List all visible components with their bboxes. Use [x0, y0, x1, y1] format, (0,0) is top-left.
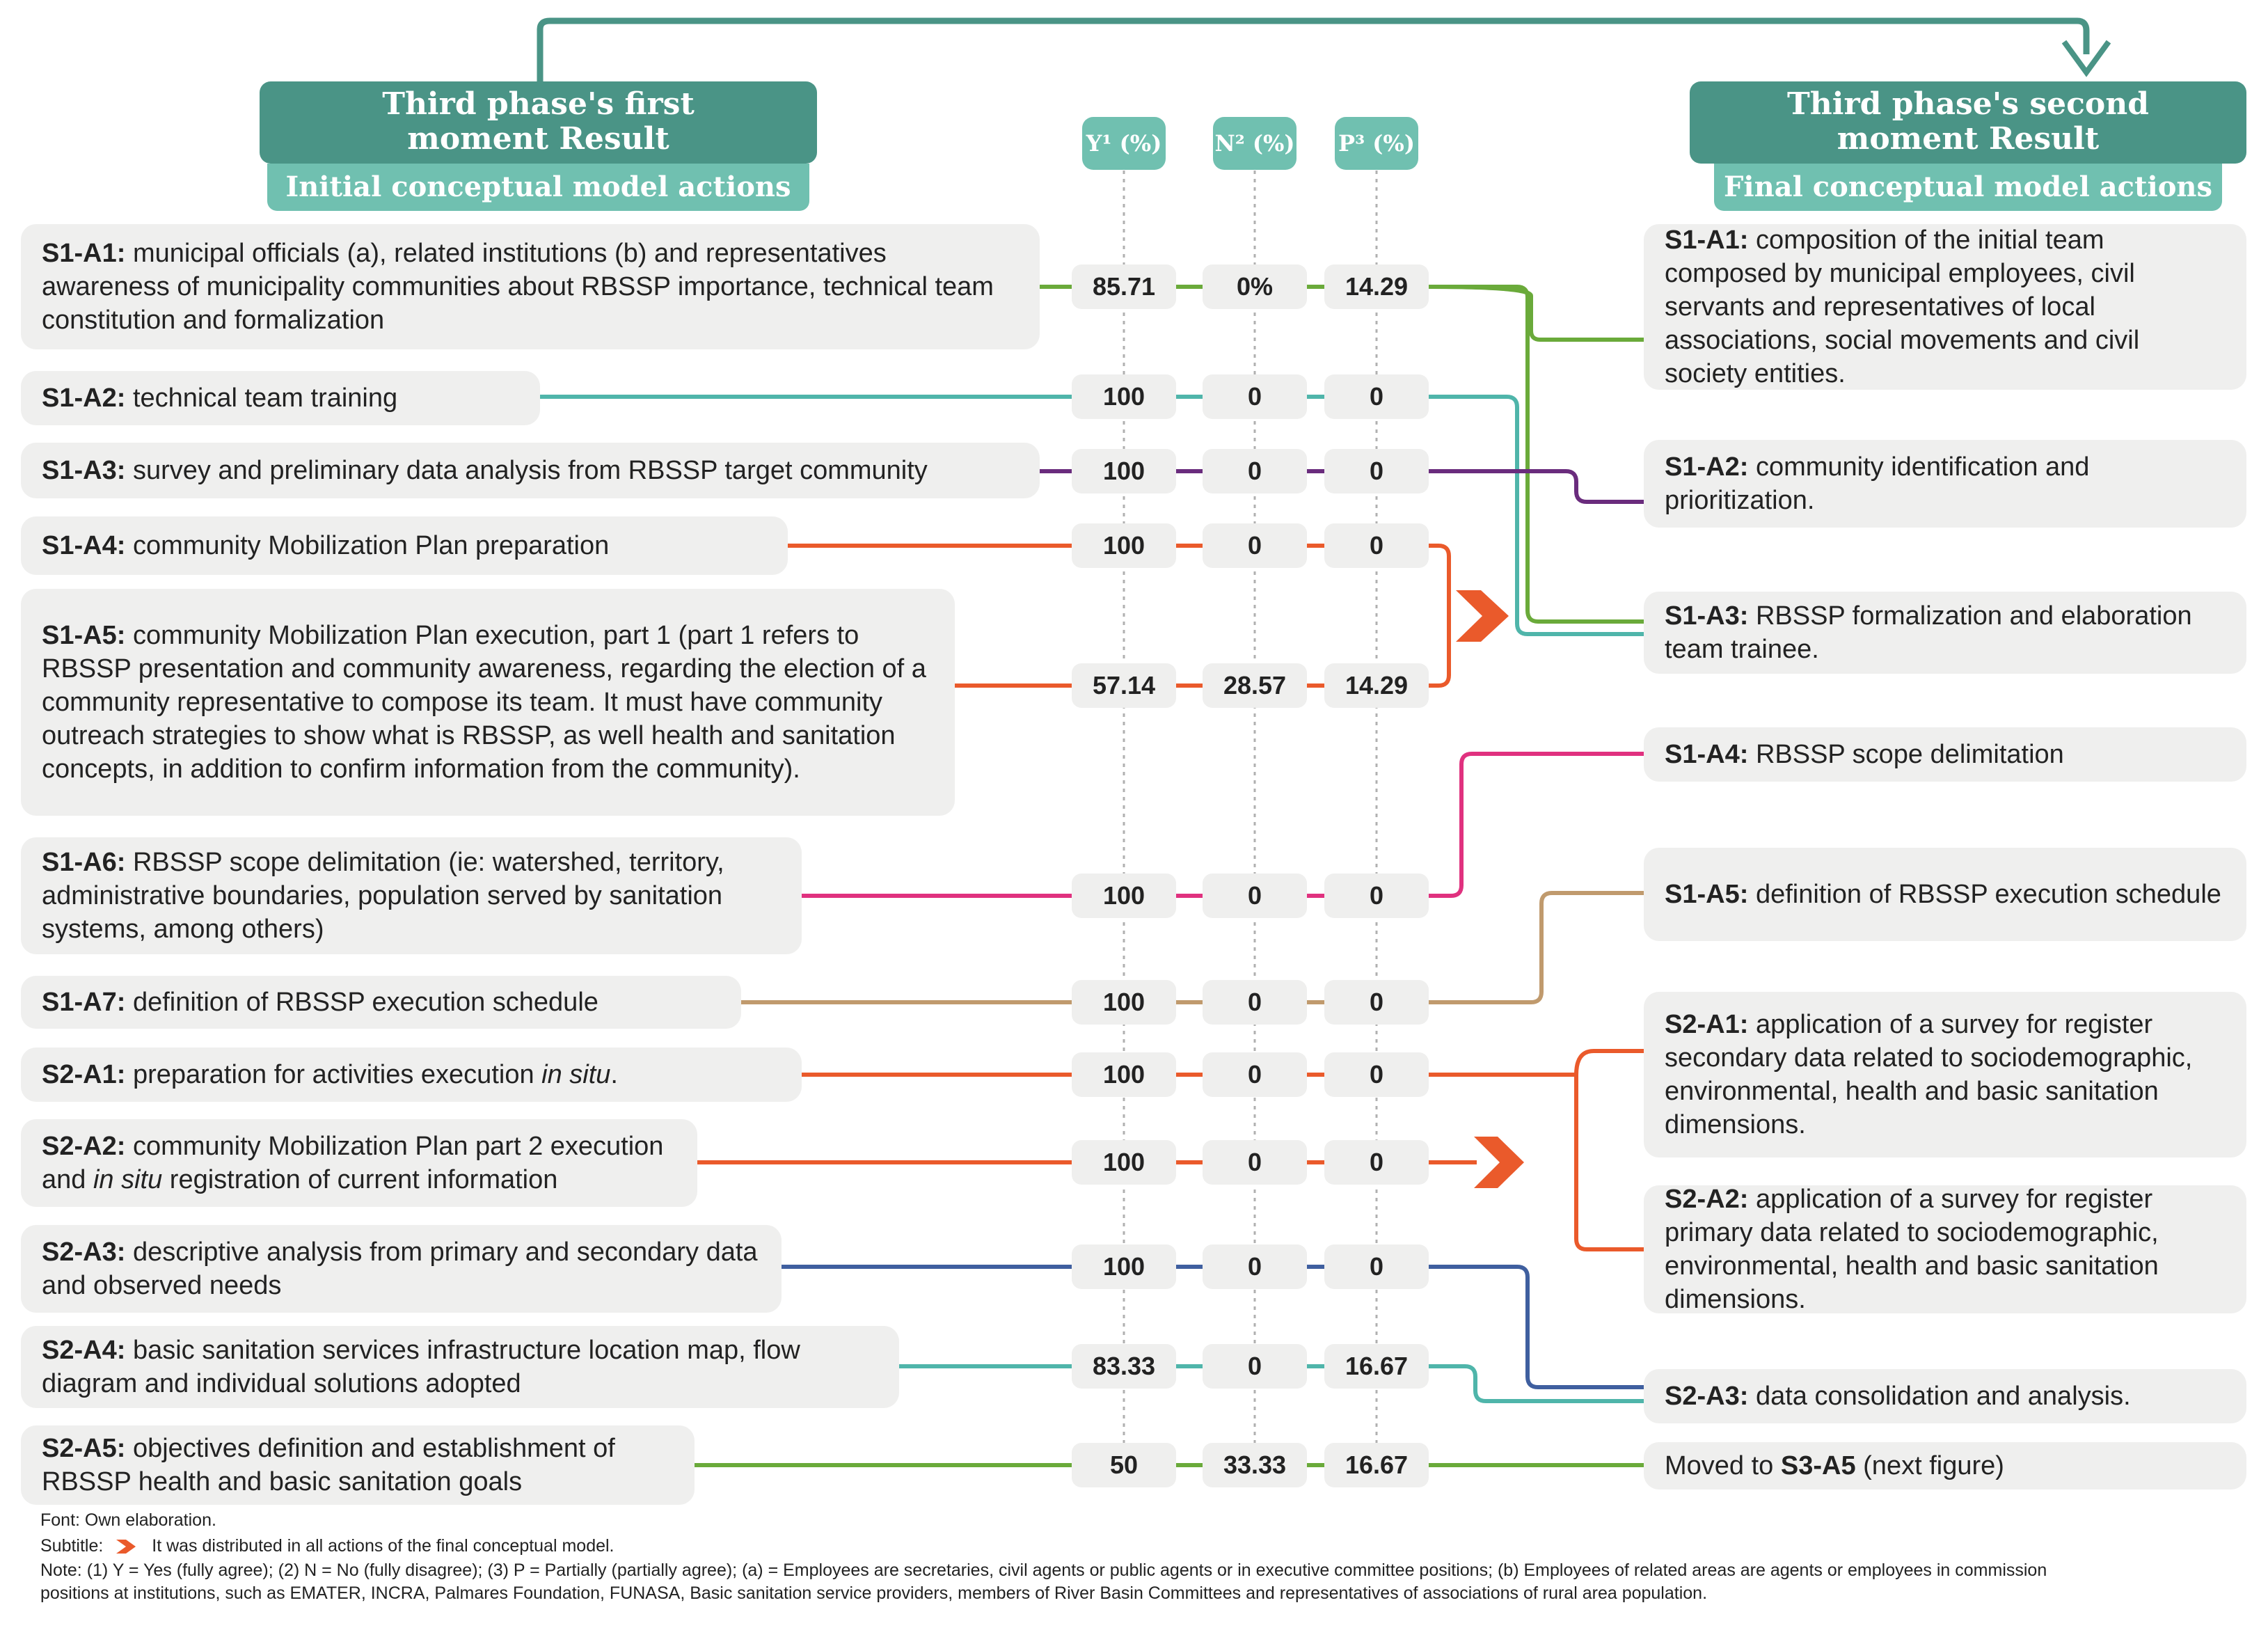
action-code: S1-A3: [1665, 601, 1749, 631]
initial-action-text [42, 619, 934, 786]
header-left-line1: Third phase's first [382, 86, 695, 122]
action-text: RBSSP formalization and elaboration team trainee. [1665, 601, 2192, 664]
final-action-text [1665, 738, 2064, 771]
action-text: application of a survey for register primary data related to sociodemographic, environmental, health and basic sanitation dimensions. [1665, 1185, 2159, 1314]
final-action-text [1665, 450, 2226, 517]
header-left-title [260, 81, 817, 164]
action-code: S1-A7: [42, 988, 126, 1017]
header-right-line1: Third phase's second [1787, 86, 2149, 122]
value-p-7: 0 [1324, 980, 1429, 1025]
action-code: S1-A3: [42, 456, 126, 485]
action-code: S2-A5: [42, 1434, 126, 1463]
value-y-12: 50 [1072, 1443, 1176, 1487]
header-right-subtitle: Final conceptual model actions [1714, 164, 2222, 211]
action-text: community Mobilization Plan preparation [132, 531, 610, 560]
action-text: objectives definition and establishment of RBSSP health and basic sanitation goals [42, 1434, 615, 1496]
value-y-9: 100 [1072, 1140, 1176, 1185]
value-n-10: 0 [1203, 1244, 1307, 1289]
initial-action-11 [21, 1326, 899, 1408]
final-action-text [1665, 1183, 2226, 1316]
final-action-7 [1644, 1185, 2246, 1313]
action-code: S2-A1: [42, 1060, 126, 1089]
initial-action-1 [21, 224, 1040, 349]
orange-arrow-icon [113, 1538, 141, 1556]
initial-action-7 [21, 976, 741, 1029]
initial-action-text [42, 1130, 676, 1196]
action-code: S1-A5: [42, 621, 126, 650]
action-code: S2-A3: [42, 1238, 126, 1267]
final-action-text [1665, 599, 2226, 666]
value-n-2: 0 [1203, 374, 1307, 419]
value-p-5: 14.29 [1324, 663, 1429, 708]
initial-action-2 [21, 371, 540, 425]
value-y-11: 83.33 [1072, 1344, 1176, 1389]
value-n-7: 0 [1203, 980, 1307, 1025]
action-code: S2-A1: [1665, 1010, 1749, 1039]
action-code: S2-A3: [1665, 1382, 1749, 1411]
initial-action-9 [21, 1119, 697, 1207]
value-y-3: 100 [1072, 449, 1176, 493]
initial-action-text [42, 529, 609, 562]
initial-action-3 [21, 443, 1040, 498]
value-n-9: 0 [1203, 1140, 1307, 1185]
final-action-5 [1644, 848, 2246, 941]
header-right-line2: moment Result [1837, 121, 2100, 157]
initial-action-text [42, 1432, 674, 1499]
action-text: survey and preliminary data analysis from RBSSP target community [132, 456, 928, 485]
action-text-pre: preparation for activities execution [132, 1060, 542, 1089]
value-y-1: 85.71 [1072, 264, 1176, 309]
distribute-arrow-2 [1474, 1137, 1524, 1188]
action-code: S2-A4: [42, 1336, 126, 1365]
note-line-1: Note: (1) Y = Yes (fully agree); (2) N = No (fully disagree); (3) P = Partially (partially agree); (a) = Employees are secretaries, civil agents or public agents or in executive committee positions; (b) Employees of related areas are agents or employees in commission [40, 1560, 2047, 1580]
action-code: S1-A2: [42, 384, 126, 413]
initial-action-8 [21, 1048, 802, 1102]
action-code: S1-A2: [1665, 452, 1749, 482]
value-n-4: 0 [1203, 523, 1307, 568]
initial-action-text [42, 1235, 761, 1302]
value-p-12: 16.67 [1324, 1443, 1429, 1487]
action-text: basic sanitation services infrastructure location map, flow diagram and individual solutions adopted [42, 1336, 800, 1398]
action-code: S1-A1: [42, 239, 126, 268]
initial-action-6 [21, 837, 802, 954]
final-action-4 [1644, 727, 2246, 782]
column-header-p: P³ (%) [1335, 117, 1418, 170]
font-note: Font: Own elaboration. [40, 1510, 216, 1530]
action-text: RBSSP scope delimitation (ie: watershed, territory, administrative boundaries, population served by sanitation systems, among others) [42, 848, 724, 944]
action-code: S2-A2: [42, 1132, 126, 1161]
initial-action-12 [21, 1425, 695, 1505]
subtitle-label: Subtitle: [40, 1536, 104, 1556]
final-action-text [1665, 878, 2221, 911]
subtitle-text: It was distributed in all actions of the final conceptual model. [152, 1536, 614, 1556]
action-text-post: registration of current information [162, 1165, 558, 1194]
action-text: community Mobilization Plan execution, part 1 (part 1 refers to RBSSP presentation and community awareness, regarding the election of a community representative to compose its team. It must have community outreach strategies to show what is RBSSP, as well health and sanitation concepts, in addition to confirm information from the community). [42, 621, 926, 784]
initial-action-text [42, 237, 1019, 337]
action-text: RBSSP scope delimitation [1755, 740, 2064, 769]
action-text-pre: Moved to [1665, 1451, 1781, 1480]
value-n-3: 0 [1203, 449, 1307, 493]
value-y-6: 100 [1072, 874, 1176, 918]
action-text: data consolidation and analysis. [1755, 1382, 2131, 1411]
action-code: S1-A4: [1665, 740, 1749, 769]
value-p-11: 16.67 [1324, 1344, 1429, 1389]
value-y-4: 100 [1072, 523, 1176, 568]
column-header-n: N² (%) [1213, 117, 1296, 170]
initial-action-text [42, 846, 781, 946]
column-header-y: Y¹ (%) [1082, 117, 1166, 170]
value-n-6: 0 [1203, 874, 1307, 918]
action-code: S1-A4: [42, 531, 126, 560]
final-action-6 [1644, 992, 2246, 1157]
action-code: S1-A6: [42, 848, 126, 877]
value-p-1: 14.29 [1324, 264, 1429, 309]
initial-action-text [42, 454, 928, 487]
action-code: S1-A5: [1665, 880, 1749, 909]
final-action-2 [1644, 440, 2246, 528]
header-left-subtitle: Initial conceptual model actions [267, 164, 809, 211]
value-n-12: 33.33 [1203, 1443, 1307, 1487]
value-p-10: 0 [1324, 1244, 1429, 1289]
final-action-text [1665, 1008, 2226, 1141]
initial-action-5 [21, 589, 955, 816]
action-code: S3-A5 [1780, 1451, 1856, 1480]
action-text-post: (next figure) [1855, 1451, 2004, 1480]
action-code: S2-A2: [1665, 1185, 1749, 1214]
header-right-title [1690, 81, 2246, 164]
action-text-pre: community Mobilization Plan part 2 execution and [42, 1132, 664, 1194]
initial-action-4 [21, 516, 788, 575]
value-y-2: 100 [1072, 374, 1176, 419]
action-text: community identification and prioritization. [1665, 452, 2090, 515]
distribute-arrow-1 [1456, 590, 1509, 642]
value-p-2: 0 [1324, 374, 1429, 419]
action-text: municipal officials (a), related institutions (b) and representatives awareness of municipality communities about RBSSP importance, technical team constitution and formalization [42, 239, 994, 335]
action-text-post: . [610, 1060, 618, 1089]
final-action-3 [1644, 592, 2246, 674]
final-action-text [1665, 1449, 2004, 1483]
action-text-italic: in situ [541, 1060, 611, 1089]
action-text-italic: in situ [93, 1165, 163, 1194]
action-text: composition of the initial team composed by municipal employees, civil servants and representatives of local associations, social movements and civil society entities. [1665, 226, 2140, 388]
value-y-10: 100 [1072, 1244, 1176, 1289]
value-y-5: 57.14 [1072, 663, 1176, 708]
value-p-9: 0 [1324, 1140, 1429, 1185]
note-line-2: positions at institutions, such as EMATER, INCRA, Palmares Foundation, FUNASA, Basic sanitation service providers, members of River Basin Committees and representatives of associations of rural area population. [40, 1583, 1708, 1603]
initial-action-text [42, 986, 598, 1019]
action-text: descriptive analysis from primary and secondary data and observed needs [42, 1238, 758, 1300]
initial-action-text [42, 1058, 618, 1091]
header-left-line2: moment Result [407, 121, 669, 157]
initial-action-text [42, 1334, 878, 1400]
final-action-text [1665, 1380, 2131, 1413]
value-n-1: 0% [1203, 264, 1307, 309]
initial-action-text [42, 381, 397, 415]
final-action-text [1665, 223, 2226, 390]
action-code: S1-A1: [1665, 226, 1749, 255]
subtitle-note [40, 1535, 614, 1558]
value-p-3: 0 [1324, 449, 1429, 493]
action-text: technical team training [132, 384, 398, 413]
initial-action-10 [21, 1225, 782, 1313]
value-p-8: 0 [1324, 1052, 1429, 1097]
top-arrow [540, 21, 2086, 82]
action-text: definition of RBSSP execution schedule [1755, 880, 2221, 909]
final-action-9 [1644, 1442, 2246, 1489]
value-n-11: 0 [1203, 1344, 1307, 1389]
value-n-8: 0 [1203, 1052, 1307, 1097]
final-action-8 [1644, 1369, 2246, 1423]
value-p-4: 0 [1324, 523, 1429, 568]
value-n-5: 28.57 [1203, 663, 1307, 708]
value-p-6: 0 [1324, 874, 1429, 918]
action-text: definition of RBSSP execution schedule [132, 988, 598, 1017]
action-text: application of a survey for register secondary data related to sociodemographic, environmental, health and basic sanitation dimensions. [1665, 1010, 2193, 1139]
final-action-1 [1644, 224, 2246, 390]
value-y-8: 100 [1072, 1052, 1176, 1097]
value-y-7: 100 [1072, 980, 1176, 1025]
